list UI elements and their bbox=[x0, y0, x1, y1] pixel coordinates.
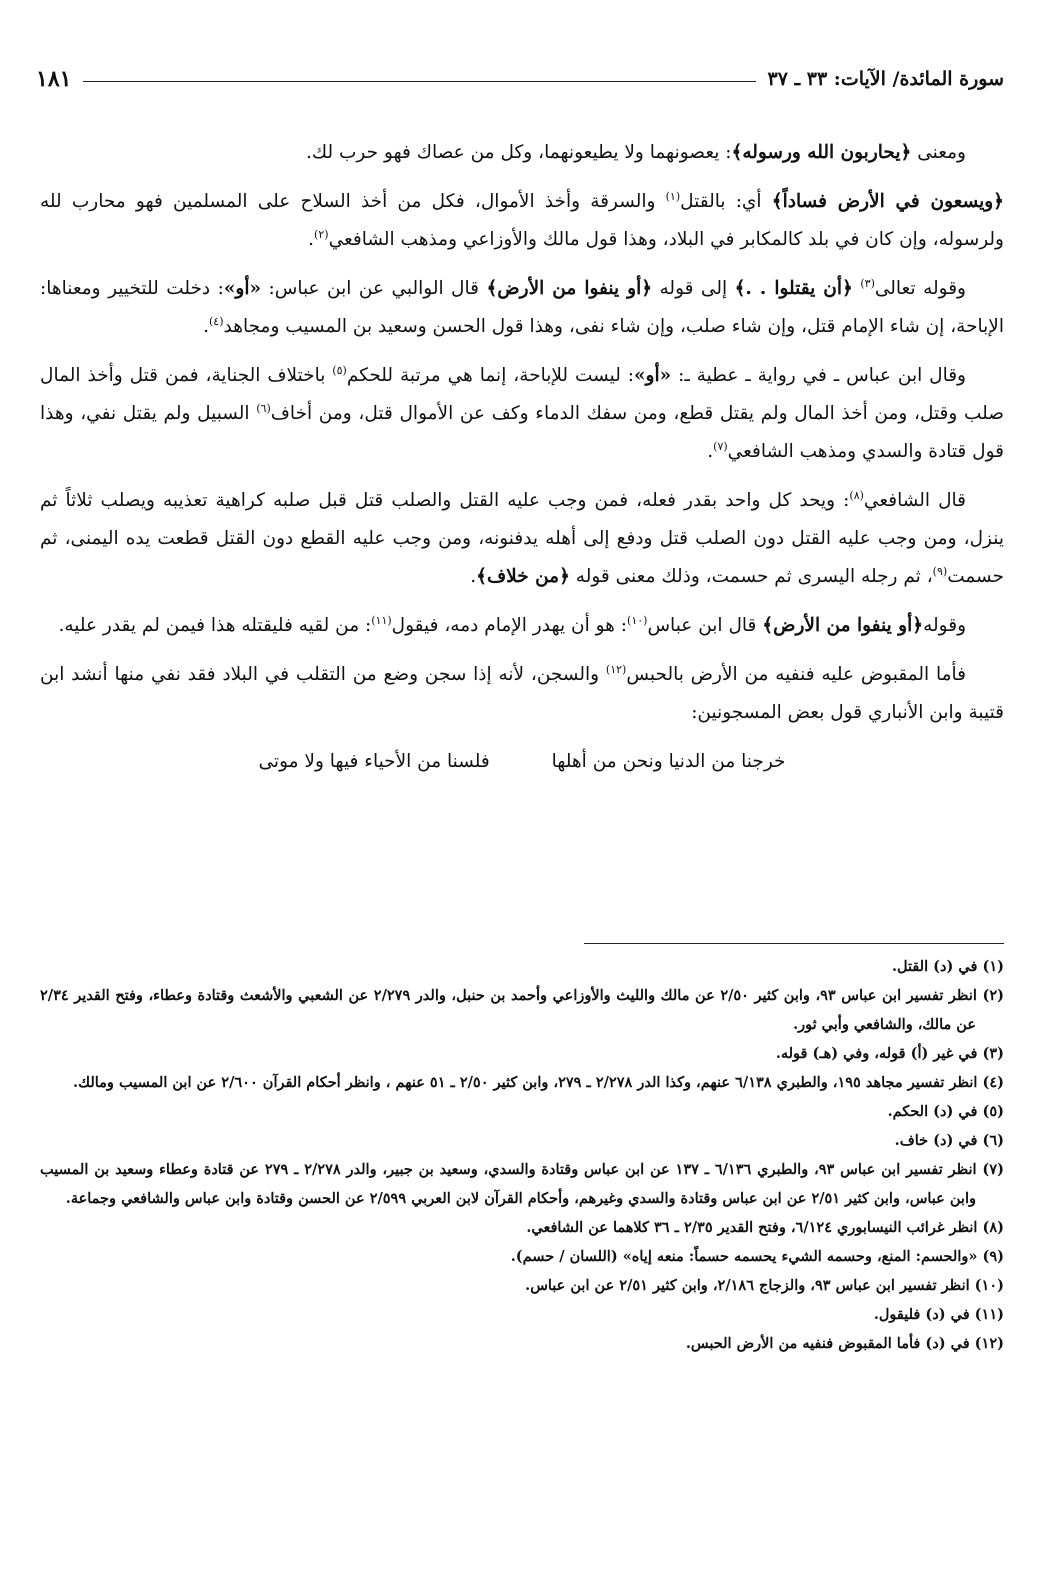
surah-title: سورة المائدة/ الآيات: ٣٣ ـ ٣٧ bbox=[767, 68, 1004, 90]
text-run: ، ثم رجله اليسرى ثم حسمت، وذلك معنى قوله bbox=[569, 566, 933, 587]
footnote-ref: (٨) bbox=[849, 488, 864, 502]
footnotes bbox=[40, 952, 1004, 1358]
quran-quote: ﴿ويسعون في الأرض فساداً﴾ bbox=[771, 191, 1004, 212]
quran-quote: «أو» bbox=[633, 365, 672, 386]
running-header bbox=[36, 66, 1004, 92]
footnote-ref: (٧) bbox=[713, 439, 728, 453]
footnote: (٨) انظر غرائب النيسابوري ٦/١٢٤، وفتح القدير ٢/٣٥ ـ ٣٦ كلاهما عن الشافعي. bbox=[526, 1219, 1004, 1236]
footnote: (١) في (د) القتل. bbox=[891, 958, 1004, 975]
text-run: إلى قوله bbox=[652, 278, 735, 299]
text-run: والسجن، لأنه إذا سجن وضع من التقلب في البلاد فقد نفي منها أنشد ابن قتيبة وابن الأنباري قول بعض المسجونين: bbox=[40, 664, 1004, 723]
footnote: (٩) «والحسم: المنع، وحسمه الشيء يحسمه حسماً: منعه إياه» (اللسان / حسم). bbox=[510, 1248, 1004, 1265]
text-run: : ويحد كل واحد بقدر فعله، فمن وجب عليه القتل والصلب قتل قبل صلبه كراهية تعذيبه ويصلب ثلاثاً ثم ينزل، ومن وجب عليه القتل دون الصلب قتل ودفع إلى أهله يدفنونه، ومن وجب عليه القطع دون القتل قطعت يده اليمنى، ثم حسمت bbox=[40, 490, 1004, 587]
footnote-ref: (١) bbox=[665, 189, 681, 203]
paragraph bbox=[40, 607, 1004, 645]
footnote: (٦) في (د) خاف. bbox=[894, 1132, 1004, 1149]
verse-first-hemistich: خرجنا من الدنيا ونحن من أهلها bbox=[551, 751, 786, 772]
footnote-separator bbox=[584, 943, 1004, 944]
paragraphs bbox=[40, 134, 1004, 732]
text-run: أي: بالقتل bbox=[680, 191, 772, 212]
verse-second-hemistich: فلسنا من الأحياء فيها ولا موتى bbox=[258, 751, 490, 772]
text-run: . bbox=[203, 316, 209, 337]
paragraph bbox=[40, 656, 1004, 732]
page-number: ١٨١ bbox=[36, 66, 72, 92]
footnote: (٢) انظر تفسير ابن عباس ٩٣، وابن كثير ٢/٥٠ عن مالك والليث والأوزاعي وأحمد بن حنبل، والدر ٢/٢٧٩ عن الشعبي والأشعث وقتادة وعطاء، وفتح القدير ٢/٣٤ عن مالك، والشافعي وأبي ثور. bbox=[40, 987, 1004, 1033]
text-run: : دخلت للتخيير ومعناها: الإباحة، إن شاء الإمام قتل، وإن شاء صلب، وإن شاء نفى، وهذا قول الحسن وسعيد بن المسيب ومجاهد bbox=[40, 278, 1004, 337]
footnote-ref: (٣) bbox=[860, 276, 875, 290]
text-run: فأما المقبوض عليه فنفيه من الأرض بالحبس bbox=[626, 664, 966, 685]
text-run: السبيل ولم يقتل نفي، وهذا قول قتادة والسدي ومذهب الشافعي bbox=[40, 403, 1004, 462]
quran-quote: ﴿أن يقتلوا . .﴾ bbox=[734, 278, 853, 299]
text-run: : هو أن يهدر الإمام دمه، فيقول bbox=[391, 615, 628, 636]
quran-quote: ﴿أو ينفوا من الأرض﴾ bbox=[486, 278, 653, 299]
footnote: (٣) في غير (أ) قوله، وفي (هـ) قوله. bbox=[775, 1045, 1004, 1062]
paragraph bbox=[40, 183, 1004, 259]
text-run: . bbox=[470, 566, 477, 587]
footnote: (١١) في (د) فليقول. bbox=[873, 1306, 1004, 1323]
text-run: : من لقيه فليقتله هذا فيمن لم يقدر عليه. bbox=[58, 615, 372, 636]
text-run: وقال ابن عباس ـ في رواية ـ عطية ـ: bbox=[671, 365, 966, 386]
text-run: وقوله تعالى bbox=[874, 278, 966, 299]
quran-quote: ﴿من خلاف﴾ bbox=[476, 566, 570, 587]
text-run: . bbox=[308, 229, 315, 250]
footnote: (٥) في (د) الحكم. bbox=[887, 1103, 1004, 1120]
text-run: والسرقة وأخذ الأموال، فكل من أخذ السلاح على المسلمين فهو محارب لله ولرسوله، وإن كان في بلد كالمكابر في البلاد، وهذا قول مالك والأوزاعي ومذهب الشافعي bbox=[40, 191, 1004, 250]
text-run: . bbox=[707, 441, 714, 462]
paragraph bbox=[40, 482, 1004, 596]
header-rule bbox=[83, 81, 755, 82]
poetry-verse bbox=[40, 743, 1004, 781]
quran-quote: ﴿أو ينفوا من الأرض﴾ bbox=[762, 615, 924, 636]
text-run: قال الوالبي عن ابن عباس: bbox=[261, 278, 487, 299]
footnote-ref: (٤) bbox=[209, 314, 224, 328]
text-run: قال الشافعي bbox=[863, 490, 966, 511]
quran-quote: ﴿يحاربون الله ورسوله﴾ bbox=[731, 142, 912, 163]
footnote-ref: (٦) bbox=[256, 401, 271, 415]
paragraph bbox=[40, 270, 1004, 346]
footnote-ref: (٥) bbox=[332, 363, 347, 377]
paragraph bbox=[40, 357, 1004, 471]
footnote-ref: (٢) bbox=[314, 227, 329, 241]
text-run: باختلاف الجناية، فمن قتل وأخذ المال صلب وقتل، ومن أخذ المال ولم يقتل قطع، ومن سفك الدماء وكف عن الأموال قتل، ومن أخاف bbox=[40, 365, 1004, 424]
footnote-ref: (١٠) bbox=[627, 613, 648, 627]
text-run: وقوله bbox=[923, 615, 966, 636]
text-run: : يعصونهما ولا يطيعونهما، وكل من عصاك فهو حرب لك. bbox=[306, 142, 732, 163]
text-run: : ليست للإباحة، إنما هي مرتبة للحكم bbox=[346, 365, 634, 386]
main-text bbox=[40, 134, 1004, 781]
footnote-ref: (١٢) bbox=[605, 662, 627, 676]
quran-quote: «أو» bbox=[223, 278, 262, 299]
footnote-ref: (٩) bbox=[932, 564, 948, 578]
text-run: ومعنى bbox=[911, 142, 966, 163]
footnote: (١٠) انظر تفسير ابن عباس ٩٣، والزجاج ٢/١٨٦، وابن كثير ٢/٥١ عن ابن عباس. bbox=[525, 1277, 1004, 1294]
footnote: (١٢) في (د) فأما المقبوض فنفيه من الأرض الحبس. bbox=[685, 1335, 1004, 1352]
footnote: (٧) انظر تفسير ابن عباس ٩٣، والطبري ٦/١٣٦ ـ ١٣٧ عن ابن عباس وقتادة والسدي، وسعيد بن جبير، والدر ٢/٢٧٨ ـ ٢٧٩ عن قتادة وعطاء وسعيد بن المسيب وابن عباس، وابن كثير ٢/٥١ عن ابن عباس وقتادة والسدي وغيرهم، وأحكام القرآن لابن العربي ٢/٥٩٩ عن الحسن وقتادة وابن عباس والشافعي وجماعة. bbox=[40, 1161, 1004, 1207]
footnote: (٤) انظر تفسير مجاهد ١٩٥، والطبري ٦/١٣٨ عنهم، وكذا الدر ٢/٢٧٨ ـ ٢٧٩، وابن كثير ٢/٥٠ ـ ٥١ عنهم ، وانظر أحكام القرآن ٢/٦٠٠ عن ابن المسيب ومالك. bbox=[73, 1074, 1004, 1091]
footnote-ref: (١١) bbox=[371, 613, 392, 627]
paragraph bbox=[40, 134, 1004, 172]
text-run: قال ابن عباس bbox=[647, 615, 763, 636]
